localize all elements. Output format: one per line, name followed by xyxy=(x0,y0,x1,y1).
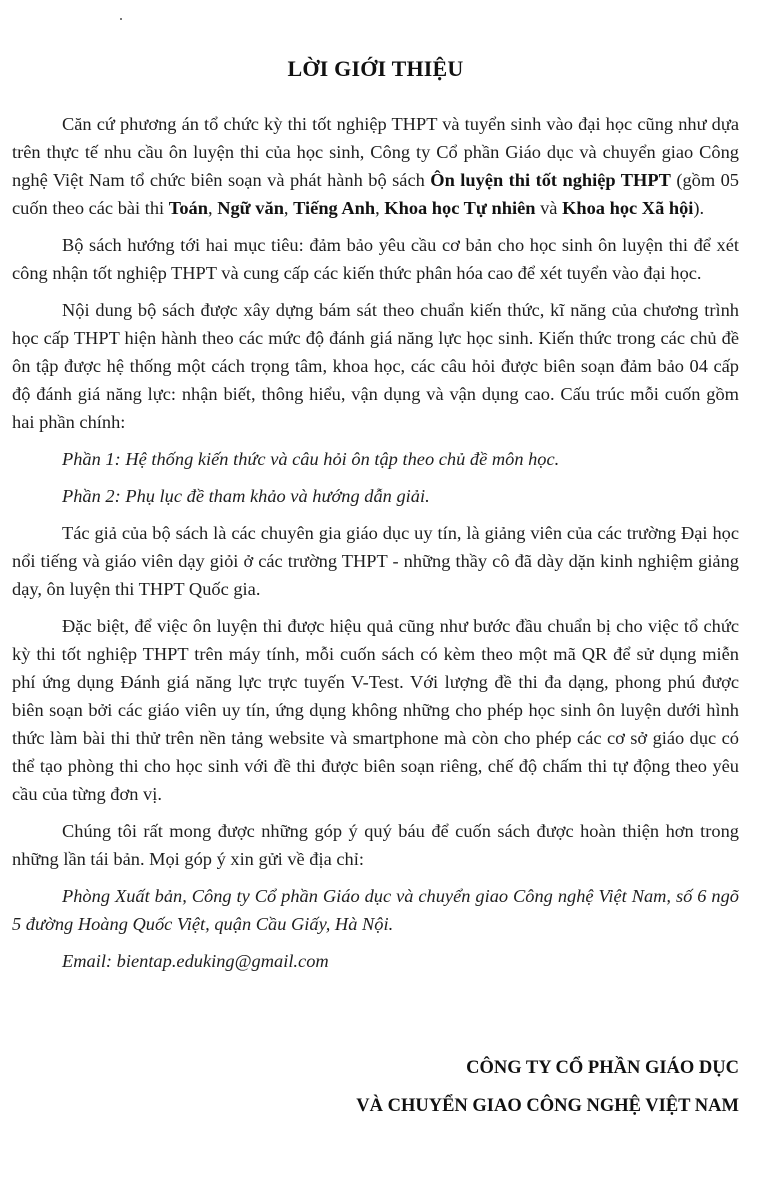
address-text: Phòng Xuất bản, Công ty Cổ phần Giáo dục và chuyển giao Công nghệ Việt Nam, số 6 ngõ 5 đường Hoàng Quốc Việt, quận Cầu Giấy, Hà Nội. xyxy=(12,886,739,934)
part-2-line: Phần 2: Phụ lục đề tham khảo và hướng dẫn giải. xyxy=(62,486,430,506)
signature-line-1: CÔNG TY CỔ PHẦN GIÁO DỤC xyxy=(466,1058,739,1078)
subject-natural-science: Khoa học Tự nhiên xyxy=(384,198,536,218)
paragraph-intro xyxy=(12,110,739,222)
signature-line-2: VÀ CHUYỂN GIAO CÔNG NGHỆ VIỆT NAM xyxy=(356,1096,739,1116)
text-run: Căn cứ phương án tổ chức kỳ thi tốt nghiệp THPT và tuyển sinh vào đại học cũng như dựa trên thực tế nhu cầu ôn luyện thi của học sinh, Công ty Cổ phần Giáo dục và chuyển giao Công nghệ Việt Nam tổ chức biên soạn và phát hành bộ sách xyxy=(12,114,739,190)
document-page xyxy=(12,0,739,1200)
book-series-name: Ôn luyện thi tốt nghiệp THPT xyxy=(430,170,671,190)
paragraph-authors: Tác giả của bộ sách là các chuyên gia giáo dục uy tín, là giảng viên của các trường Đại học nổi tiếng và giáo viên dạy giỏi ở các trường THPT - những thầy cô đã dày dặn kinh nghiệm giảng dạy, ôn luyện thi THPT Quốc gia. xyxy=(12,523,739,599)
text-run: (gồm 05 cuốn theo các bài thi xyxy=(12,170,739,218)
paragraph-goals: Bộ sách hướng tới hai mục tiêu: đảm bảo yêu cầu cơ bản cho học sinh ôn luyện thi để xét công nhận tốt nghiệp THPT và cung cấp các kiến thức phân hóa cao để xét tuyển vào đại học. xyxy=(12,235,739,283)
paragraph-feedback: Chúng tôi rất mong được những góp ý quý báu để cuốn sách được hoàn thiện hơn trong những lần tái bản. Mọi góp ý xin gửi về địa chỉ: xyxy=(12,821,739,869)
paragraph-vtest: Đặc biệt, để việc ôn luyện thi được hiệu quả cũng như bước đầu chuẩn bị cho việc tổ chức kỳ thi tốt nghiệp THPT trên máy tính, mỗi cuốn sách có kèm theo một mã QR để sử dụng miễn phí ứng dụng Đánh giá năng lực trực tuyến V-Test. Với lượng đề thi đa dạng, phong phú được biên soạn bởi các giáo viên uy tín, ứng dụng không những cho phép học sinh ôn luyện dưới hình thức làm bài thi thử trên nền tảng website và smartphone mà còn cho phép các cơ sở giáo dục có thể tạo phòng thi cho học sinh với đề thi được biên soạn riêng, chế độ chấm thi tự động theo yêu cầu của từng đơn vị. xyxy=(12,616,739,804)
text-run: và xyxy=(535,198,563,218)
subject-literature: Ngữ văn xyxy=(217,198,284,218)
email-text: Email: bientap.eduking@gmail.com xyxy=(62,951,329,971)
page-title: LỜI GIỚI THIỆU xyxy=(287,56,464,81)
scan-speck xyxy=(120,18,122,20)
subject-math: Toán xyxy=(168,198,208,218)
paragraph-content: Nội dung bộ sách được xây dựng bám sát theo chuẩn kiến thức, kĩ năng của chương trình học cấp THPT hiện hành theo các mức độ đánh giá năng lực học sinh. Kiến thức trong các chủ đề ôn tập được hệ thống một cách trọng tâm, khoa học, các câu hỏi được biên soạn đảm bảo 04 cấp độ đánh giá năng lực: nhận biết, thông hiểu, vận dụng và vận dụng cao. Cấu trúc mỗi cuốn gồm hai phần chính: xyxy=(12,300,739,432)
text-run: , xyxy=(207,198,218,218)
text-run: , xyxy=(283,198,294,218)
document-body xyxy=(12,110,739,984)
part-1-line: Phần 1: Hệ thống kiến thức và câu hỏi ôn tập theo chủ đề môn học. xyxy=(62,449,560,469)
subject-english: Tiếng Anh xyxy=(293,198,376,218)
text-run: , xyxy=(375,198,385,218)
text-run: ). xyxy=(693,198,705,218)
subject-social-science: Khoa học Xã hội xyxy=(562,198,694,218)
